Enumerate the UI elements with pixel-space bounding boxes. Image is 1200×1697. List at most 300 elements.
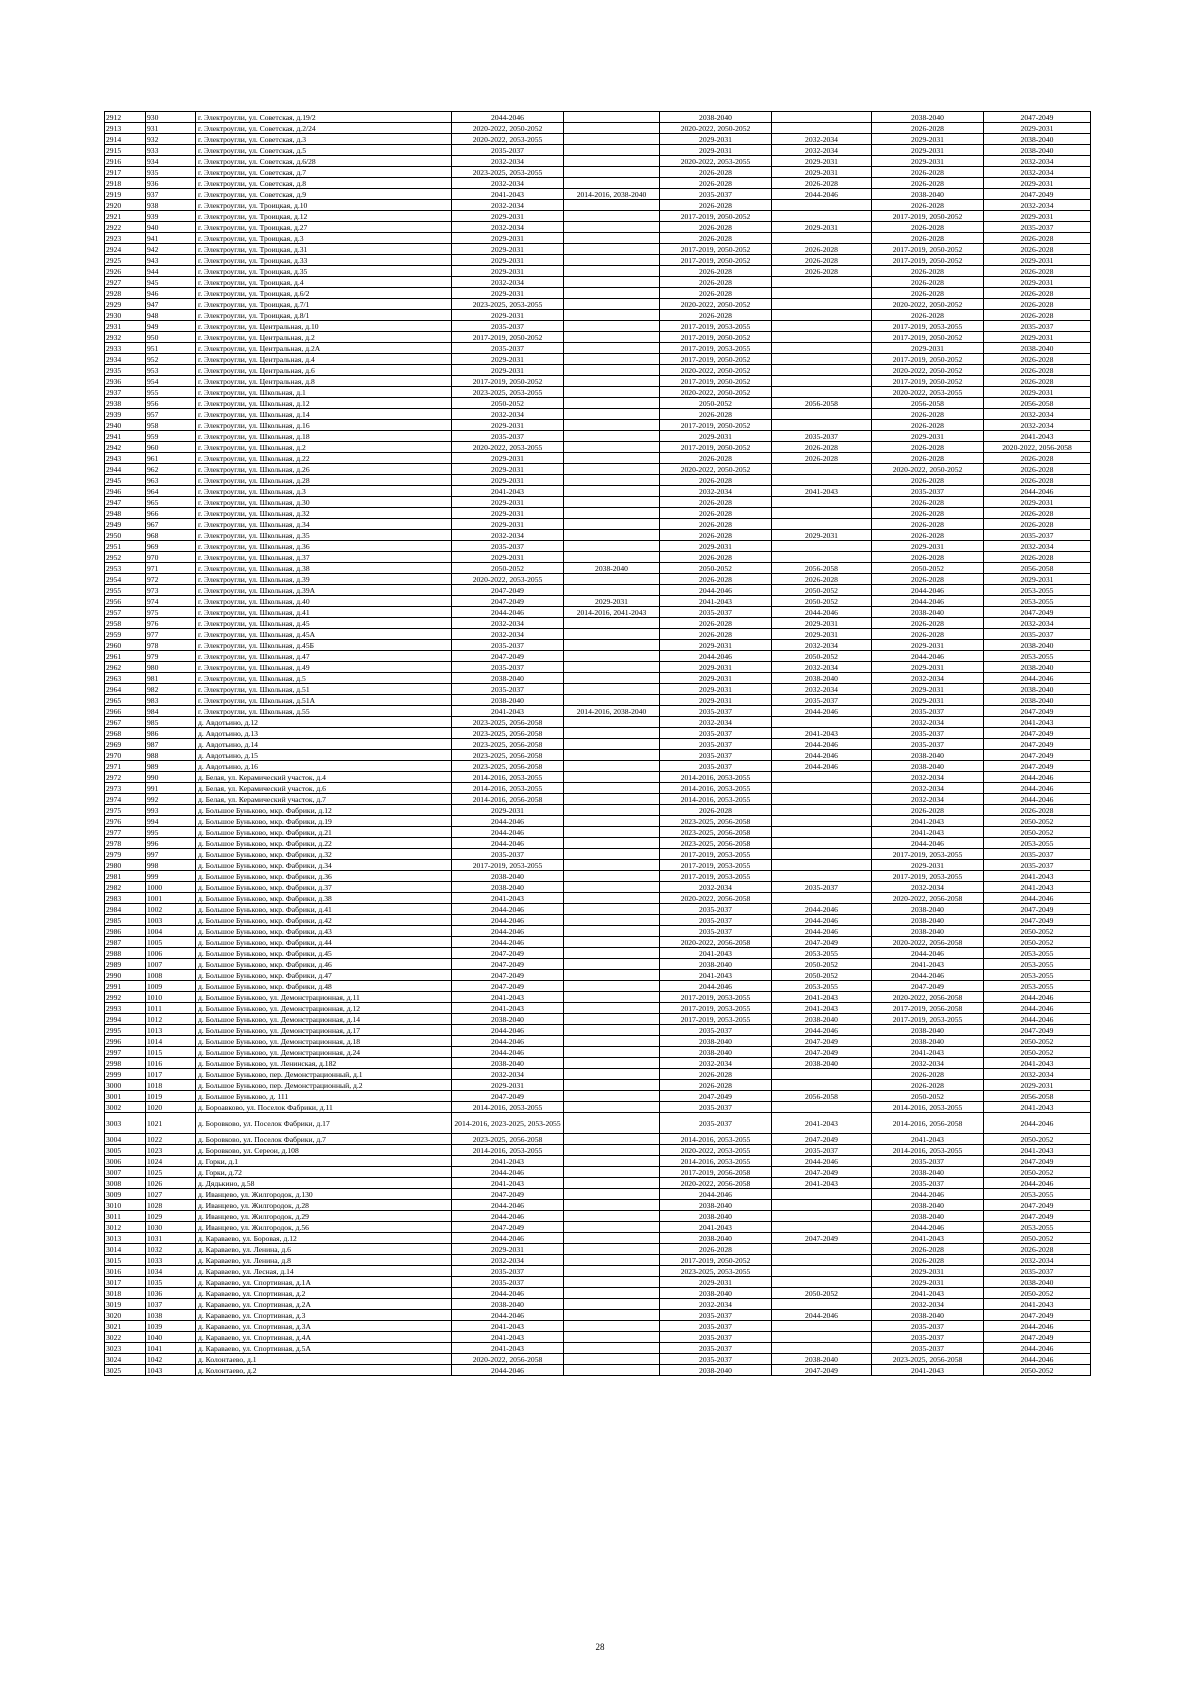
period-5-cell: 2026-2028 — [872, 200, 984, 211]
period-3-cell: 2023-2025, 2056-2058 — [660, 816, 772, 827]
period-1-cell: 2029-2031 — [452, 805, 564, 816]
table-row — [105, 1069, 1091, 1080]
period-5-cell: 2026-2028 — [872, 310, 984, 321]
row-number: 2929 — [105, 299, 146, 310]
period-5-cell: 2026-2028 — [872, 420, 984, 431]
period-6-cell: 2050-2052 — [984, 1134, 1091, 1145]
period-5-cell: 2017-2019, 2050-2052 — [872, 376, 984, 387]
period-1-cell: 2044-2046 — [452, 1047, 564, 1058]
period-5-cell: 2026-2028 — [872, 629, 984, 640]
row-number: 2944 — [105, 464, 146, 475]
period-6-cell: 2050-2052 — [984, 827, 1091, 838]
address-cell: д. Караваево, ул. Спортивная, д.2 — [196, 1288, 452, 1299]
period-5-cell: 2038-2040 — [872, 1211, 984, 1222]
period-3-cell: 2029-2031 — [660, 431, 772, 442]
period-5-cell: 2020-2022, 2050-2052 — [872, 299, 984, 310]
period-3-cell: 2029-2031 — [660, 134, 772, 145]
item-number: 1031 — [146, 1233, 196, 1244]
address-cell: д. Иванцево, ул. Жилгородок, д.130 — [196, 1189, 452, 1200]
period-4-cell — [772, 1332, 872, 1343]
table-row — [105, 464, 1091, 475]
period-2-cell — [564, 519, 660, 530]
period-2-cell — [564, 475, 660, 486]
table-row — [105, 1025, 1091, 1036]
period-6-cell: 2044-2046 — [984, 1321, 1091, 1332]
row-number: 2913 — [105, 123, 146, 134]
table-row — [105, 717, 1091, 728]
period-2-cell — [564, 992, 660, 1003]
item-number: 1037 — [146, 1299, 196, 1310]
address-cell: г. Электроугли, ул. Школьная, д.26 — [196, 464, 452, 475]
period-4-cell — [772, 376, 872, 387]
table-row — [105, 552, 1091, 563]
period-6-cell: 2035-2037 — [984, 629, 1091, 640]
period-1-cell: 2035-2037 — [452, 145, 564, 156]
table-row — [105, 1047, 1091, 1058]
table-row — [105, 233, 1091, 244]
period-4-cell: 2038-2040 — [772, 1058, 872, 1069]
period-4-cell: 2050-2052 — [772, 1288, 872, 1299]
address-cell: г. Электроугли, ул. Школьная, д.45 — [196, 618, 452, 629]
period-4-cell: 2053-2055 — [772, 981, 872, 992]
period-6-cell: 2044-2046 — [984, 1113, 1091, 1134]
period-5-cell: 2017-2019, 2056-2058 — [872, 1003, 984, 1014]
address-cell: г. Электроугли, ул. Школьная, д.30 — [196, 497, 452, 508]
period-1-cell: 2029-2031 — [452, 1080, 564, 1091]
address-cell: д. Большое Буньково, мкр. Фабрики, д.44 — [196, 937, 452, 948]
period-6-cell: 2038-2040 — [984, 145, 1091, 156]
period-2-cell — [564, 618, 660, 629]
table-row — [105, 959, 1091, 970]
period-5-cell: 2035-2037 — [872, 1156, 984, 1167]
period-4-cell: 2056-2058 — [772, 1091, 872, 1102]
item-number: 1010 — [146, 992, 196, 1003]
table-row — [105, 992, 1091, 1003]
period-1-cell: 2041-2043 — [452, 992, 564, 1003]
period-3-cell: 2026-2028 — [660, 519, 772, 530]
item-number: 943 — [146, 255, 196, 266]
table-row — [105, 981, 1091, 992]
row-number: 2974 — [105, 794, 146, 805]
period-1-cell: 2029-2031 — [452, 255, 564, 266]
item-number: 941 — [146, 233, 196, 244]
period-2-cell — [564, 376, 660, 387]
period-4-cell: 2047-2049 — [772, 1036, 872, 1047]
period-6-cell: 2047-2049 — [984, 761, 1091, 772]
row-number: 3014 — [105, 1244, 146, 1255]
period-4-cell: 2041-2043 — [772, 486, 872, 497]
period-6-cell: 2035-2037 — [984, 321, 1091, 332]
period-4-cell — [772, 1244, 872, 1255]
period-4-cell: 2032-2034 — [772, 662, 872, 673]
row-number: 2988 — [105, 948, 146, 959]
period-5-cell: 2035-2037 — [872, 728, 984, 739]
table-row — [105, 112, 1091, 123]
period-4-cell: 2029-2031 — [772, 629, 872, 640]
period-4-cell — [772, 849, 872, 860]
period-2-cell — [564, 684, 660, 695]
table-row — [105, 343, 1091, 354]
address-cell: д. Караваево, ул. Боровая, д.12 — [196, 1233, 452, 1244]
table-row — [105, 420, 1091, 431]
period-2-cell — [564, 354, 660, 365]
period-1-cell: 2044-2046 — [452, 937, 564, 948]
period-2-cell — [564, 167, 660, 178]
period-4-cell: 2050-2052 — [772, 585, 872, 596]
item-number: 954 — [146, 376, 196, 387]
period-1-cell: 2014-2016, 2053-2055 — [452, 772, 564, 783]
row-number: 3006 — [105, 1156, 146, 1167]
period-3-cell: 2017-2019, 2053-2055 — [660, 321, 772, 332]
period-5-cell: 2017-2019, 2050-2052 — [872, 244, 984, 255]
period-3-cell: 2014-2016, 2053-2055 — [660, 794, 772, 805]
period-5-cell: 2032-2034 — [872, 772, 984, 783]
period-3-cell: 2017-2019, 2050-2052 — [660, 1255, 772, 1266]
period-4-cell — [772, 893, 872, 904]
period-6-cell: 2053-2055 — [984, 981, 1091, 992]
address-cell: д. Горки, д.72 — [196, 1167, 452, 1178]
period-6-cell: 2035-2037 — [984, 849, 1091, 860]
period-3-cell: 2041-2043 — [660, 948, 772, 959]
period-6-cell: 2047-2049 — [984, 750, 1091, 761]
address-cell: д. Большое Буньково, пер. Демонстрационный, д.1 — [196, 1069, 452, 1080]
item-number: 1027 — [146, 1189, 196, 1200]
period-4-cell: 2026-2028 — [772, 574, 872, 585]
period-6-cell: 2029-2031 — [984, 255, 1091, 266]
table-row — [105, 222, 1091, 233]
period-4-cell: 2041-2043 — [772, 1113, 872, 1134]
period-4-cell: 2047-2049 — [772, 1233, 872, 1244]
period-2-cell — [564, 508, 660, 519]
address-cell: д. Белая, ул. Керамический участок, д.4 — [196, 772, 452, 783]
row-number: 2977 — [105, 827, 146, 838]
row-number: 3009 — [105, 1189, 146, 1200]
period-5-cell: 2038-2040 — [872, 904, 984, 915]
period-3-cell: 2026-2028 — [660, 1080, 772, 1091]
address-cell: г. Электроугли, ул. Троицкая, д.35 — [196, 266, 452, 277]
period-2-cell — [564, 1321, 660, 1332]
address-cell: д. Колонтаево, д.1 — [196, 1354, 452, 1365]
item-number: 1007 — [146, 959, 196, 970]
row-number: 2932 — [105, 332, 146, 343]
item-number: 957 — [146, 409, 196, 420]
period-6-cell: 2053-2055 — [984, 651, 1091, 662]
item-number: 1022 — [146, 1134, 196, 1145]
period-3-cell: 2038-2040 — [660, 112, 772, 123]
period-5-cell: 2044-2046 — [872, 1222, 984, 1233]
period-6-cell: 2041-2043 — [984, 431, 1091, 442]
period-5-cell: 2029-2031 — [872, 156, 984, 167]
period-1-cell: 2032-2034 — [452, 178, 564, 189]
period-1-cell: 2047-2049 — [452, 1222, 564, 1233]
address-cell: г. Электроугли, ул. Школьная, д.35 — [196, 530, 452, 541]
period-5-cell: 2026-2028 — [872, 1255, 984, 1266]
row-number: 2916 — [105, 156, 146, 167]
period-5-cell: 2035-2037 — [872, 739, 984, 750]
table-row — [105, 871, 1091, 882]
period-2-cell — [564, 1091, 660, 1102]
table-row — [105, 211, 1091, 222]
row-number: 2954 — [105, 574, 146, 585]
period-3-cell: 2026-2028 — [660, 178, 772, 189]
item-number: 1004 — [146, 926, 196, 937]
period-1-cell: 2029-2031 — [452, 519, 564, 530]
period-4-cell: 2032-2034 — [772, 145, 872, 156]
row-number: 2967 — [105, 717, 146, 728]
period-6-cell: 2053-2055 — [984, 1189, 1091, 1200]
period-4-cell: 2044-2046 — [772, 739, 872, 750]
period-2-cell — [564, 266, 660, 277]
period-1-cell: 2032-2034 — [452, 618, 564, 629]
period-2-cell — [564, 453, 660, 464]
item-number: 939 — [146, 211, 196, 222]
item-number: 1014 — [146, 1036, 196, 1047]
period-1-cell: 2041-2043 — [452, 486, 564, 497]
table-row — [105, 398, 1091, 409]
address-cell: г. Электроугли, ул. Советская, д.8 — [196, 178, 452, 189]
period-2-cell — [564, 1189, 660, 1200]
period-3-cell: 2026-2028 — [660, 552, 772, 563]
period-3-cell: 2023-2025, 2056-2058 — [660, 838, 772, 849]
period-4-cell: 2035-2037 — [772, 1145, 872, 1156]
table-row — [105, 750, 1091, 761]
period-4-cell — [772, 717, 872, 728]
period-4-cell — [772, 112, 872, 123]
period-4-cell — [772, 827, 872, 838]
period-3-cell: 2044-2046 — [660, 585, 772, 596]
period-3-cell: 2047-2049 — [660, 1091, 772, 1102]
period-4-cell — [772, 310, 872, 321]
period-6-cell: 2032-2034 — [984, 618, 1091, 629]
period-4-cell: 2038-2040 — [772, 1014, 872, 1025]
period-5-cell: 2017-2019, 2053-2055 — [872, 871, 984, 882]
period-5-cell: 2020-2022, 2053-2055 — [872, 387, 984, 398]
item-number: 1009 — [146, 981, 196, 992]
period-3-cell: 2026-2028 — [660, 1244, 772, 1255]
table-row — [105, 1200, 1091, 1211]
item-number: 988 — [146, 750, 196, 761]
period-4-cell: 2044-2046 — [772, 607, 872, 618]
period-5-cell: 2041-2043 — [872, 827, 984, 838]
item-number: 1002 — [146, 904, 196, 915]
address-cell: г. Электроугли, ул. Школьная, д.14 — [196, 409, 452, 420]
period-4-cell: 2041-2043 — [772, 728, 872, 739]
address-cell: д. Большое Буньково, мкр. Фабрики, д.37 — [196, 882, 452, 893]
page-number: 28 — [595, 1642, 605, 1652]
period-2-cell — [564, 651, 660, 662]
period-2-cell — [564, 838, 660, 849]
period-4-cell — [772, 805, 872, 816]
period-6-cell: 2041-2043 — [984, 1299, 1091, 1310]
row-number: 3024 — [105, 1354, 146, 1365]
period-3-cell: 2026-2028 — [660, 167, 772, 178]
period-3-cell: 2041-2043 — [660, 596, 772, 607]
period-2-cell — [564, 1178, 660, 1189]
period-4-cell: 2032-2034 — [772, 640, 872, 651]
period-6-cell: 2035-2037 — [984, 1266, 1091, 1277]
period-6-cell: 2026-2028 — [984, 365, 1091, 376]
row-number: 2970 — [105, 750, 146, 761]
period-1-cell: 2020-2022, 2056-2058 — [452, 1354, 564, 1365]
period-2-cell — [564, 255, 660, 266]
period-5-cell: 2047-2049 — [872, 981, 984, 992]
period-6-cell: 2053-2055 — [984, 948, 1091, 959]
row-number: 2964 — [105, 684, 146, 695]
period-2-cell: 2014-2016, 2038-2040 — [564, 189, 660, 200]
table-row — [105, 1244, 1091, 1255]
address-cell: г. Электроугли, ул. Троицкая, д.10 — [196, 200, 452, 211]
item-number: 1000 — [146, 882, 196, 893]
period-6-cell: 2032-2034 — [984, 409, 1091, 420]
row-number: 2963 — [105, 673, 146, 684]
table-row — [105, 1036, 1091, 1047]
table-row — [105, 145, 1091, 156]
period-3-cell: 2017-2019, 2050-2052 — [660, 211, 772, 222]
period-6-cell: 2038-2040 — [984, 343, 1091, 354]
item-number: 1028 — [146, 1200, 196, 1211]
period-5-cell: 2026-2028 — [872, 453, 984, 464]
table-row — [105, 629, 1091, 640]
period-6-cell: 2041-2043 — [984, 1145, 1091, 1156]
row-number: 2922 — [105, 222, 146, 233]
period-6-cell: 2047-2049 — [984, 1025, 1091, 1036]
period-5-cell: 2017-2019, 2053-2055 — [872, 1014, 984, 1025]
item-number: 948 — [146, 310, 196, 321]
row-number: 2945 — [105, 475, 146, 486]
table-row — [105, 277, 1091, 288]
period-1-cell: 2023-2025, 2056-2058 — [452, 761, 564, 772]
address-cell: д. Большое Буньково, ул. Демонстрационная, д.24 — [196, 1047, 452, 1058]
address-cell: г. Электроугли, ул. Троицкая, д.4 — [196, 277, 452, 288]
period-3-cell: 2017-2019, 2050-2052 — [660, 332, 772, 343]
period-2-cell — [564, 1156, 660, 1167]
period-2-cell — [564, 1058, 660, 1069]
period-4-cell: 2050-2052 — [772, 651, 872, 662]
period-3-cell: 2038-2040 — [660, 1047, 772, 1058]
period-3-cell: 2017-2019, 2050-2052 — [660, 354, 772, 365]
period-6-cell: 2029-2031 — [984, 178, 1091, 189]
period-4-cell: 2026-2028 — [772, 178, 872, 189]
period-2-cell — [564, 387, 660, 398]
period-4-cell: 2044-2046 — [772, 904, 872, 915]
row-number: 3020 — [105, 1310, 146, 1321]
period-1-cell: 2032-2034 — [452, 1255, 564, 1266]
period-2-cell — [564, 1113, 660, 1134]
item-number: 1013 — [146, 1025, 196, 1036]
period-3-cell: 2017-2019, 2053-2055 — [660, 992, 772, 1003]
period-3-cell: 2026-2028 — [660, 475, 772, 486]
table-row — [105, 893, 1091, 904]
period-4-cell — [772, 838, 872, 849]
address-cell: д. Караваево, ул. Спортивная, д.5А — [196, 1343, 452, 1354]
table-row — [105, 1222, 1091, 1233]
address-cell: д. Большое Буньково, мкр. Фабрики, д.41 — [196, 904, 452, 915]
row-number: 2999 — [105, 1069, 146, 1080]
period-2-cell — [564, 420, 660, 431]
period-3-cell: 2017-2019, 2053-2055 — [660, 1014, 772, 1025]
row-number: 2980 — [105, 860, 146, 871]
period-6-cell: 2032-2034 — [984, 420, 1091, 431]
period-4-cell: 2044-2046 — [772, 706, 872, 717]
period-2-cell — [564, 530, 660, 541]
row-number: 2971 — [105, 761, 146, 772]
period-3-cell: 2035-2037 — [660, 915, 772, 926]
address-cell: г. Электроугли, ул. Троицкая, д.3 — [196, 233, 452, 244]
period-4-cell — [772, 552, 872, 563]
period-3-cell: 2050-2052 — [660, 398, 772, 409]
address-cell: д. Караваево, ул. Спортивная, д.1А — [196, 1277, 452, 1288]
period-5-cell: 2017-2019, 2053-2055 — [872, 849, 984, 860]
period-6-cell: 2044-2046 — [984, 673, 1091, 684]
table-row — [105, 299, 1091, 310]
item-number: 989 — [146, 761, 196, 772]
period-5-cell: 2044-2046 — [872, 585, 984, 596]
period-1-cell: 2047-2049 — [452, 959, 564, 970]
item-number: 1040 — [146, 1332, 196, 1343]
period-3-cell: 2026-2028 — [660, 288, 772, 299]
item-number: 937 — [146, 189, 196, 200]
address-cell: д. Большое Буньково, ул. Демонстрационная, д.14 — [196, 1014, 452, 1025]
period-4-cell — [772, 475, 872, 486]
row-number: 2915 — [105, 145, 146, 156]
row-number: 2924 — [105, 244, 146, 255]
period-5-cell: 2026-2028 — [872, 519, 984, 530]
row-number: 2917 — [105, 167, 146, 178]
table-row — [105, 662, 1091, 673]
period-2-cell — [564, 1255, 660, 1266]
period-3-cell: 2017-2019, 2050-2052 — [660, 376, 772, 387]
period-1-cell: 2032-2034 — [452, 277, 564, 288]
period-3-cell: 2020-2022, 2056-2058 — [660, 893, 772, 904]
address-cell: г. Электроугли, ул. Центральная, д.2А — [196, 343, 452, 354]
row-number: 2973 — [105, 783, 146, 794]
row-number: 2962 — [105, 662, 146, 673]
period-5-cell: 2026-2028 — [872, 409, 984, 420]
period-1-cell: 2032-2034 — [452, 409, 564, 420]
period-4-cell — [772, 519, 872, 530]
period-2-cell — [564, 310, 660, 321]
row-number: 3015 — [105, 1255, 146, 1266]
period-6-cell: 2047-2049 — [984, 739, 1091, 750]
period-2-cell — [564, 431, 660, 442]
period-6-cell: 2047-2049 — [984, 1332, 1091, 1343]
address-cell: д. Авдотьино, д.15 — [196, 750, 452, 761]
period-4-cell: 2029-2031 — [772, 167, 872, 178]
item-number: 1006 — [146, 948, 196, 959]
period-3-cell: 2038-2040 — [660, 1211, 772, 1222]
period-6-cell: 2029-2031 — [984, 497, 1091, 508]
period-6-cell: 2050-2052 — [984, 1047, 1091, 1058]
period-6-cell: 2047-2049 — [984, 1200, 1091, 1211]
item-number: 976 — [146, 618, 196, 629]
table-row — [105, 970, 1091, 981]
address-cell: д. Иванцево, ул. Жилгородок, д.56 — [196, 1222, 452, 1233]
period-2-cell — [564, 728, 660, 739]
period-1-cell: 2044-2046 — [452, 827, 564, 838]
row-number: 2936 — [105, 376, 146, 387]
period-4-cell — [772, 1200, 872, 1211]
address-cell: д. Большое Буньково, пер. Демонстрационный, д.2 — [196, 1080, 452, 1091]
address-cell: г. Электроугли, ул. Троицкая, д.33 — [196, 255, 452, 266]
period-3-cell: 2035-2037 — [660, 1113, 772, 1134]
period-5-cell: 2032-2034 — [872, 794, 984, 805]
period-3-cell: 2017-2019, 2053-2055 — [660, 849, 772, 860]
row-number: 2958 — [105, 618, 146, 629]
table-row — [105, 728, 1091, 739]
table-row — [105, 695, 1091, 706]
period-1-cell: 2050-2052 — [452, 563, 564, 574]
period-5-cell: 2038-2040 — [872, 1310, 984, 1321]
